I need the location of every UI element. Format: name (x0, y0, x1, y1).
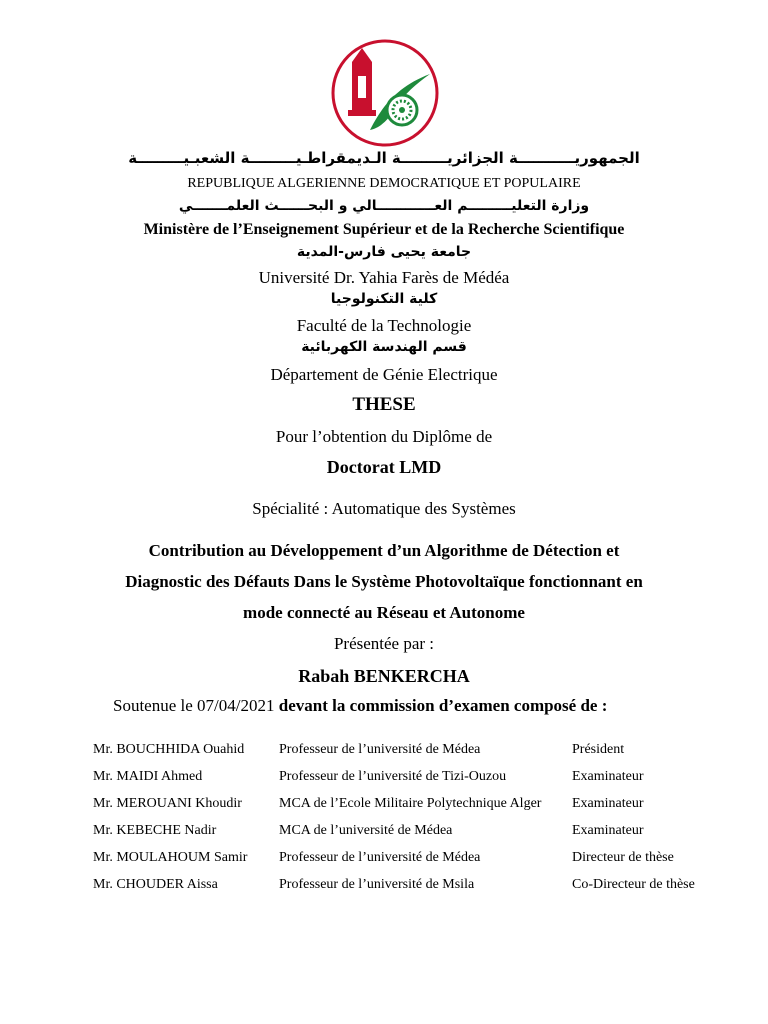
university-name: Université Dr. Yahia Farès de Médéa (258, 268, 510, 287)
member-role: Examinateur (572, 822, 644, 838)
committee-row (93, 736, 733, 763)
member-affiliation: MCA de l’Ecole Militaire Polytechnique Alger (279, 795, 542, 811)
speciality-line: Spécialité : Automatique des Systèmes (252, 499, 516, 518)
member-name: Mr. MEROUANI Khoudir (93, 795, 242, 811)
arabic-ministry-heading: وزارة التعليـــــــــم العــــــــــــالي و البحــــــث العلمـــــــي (178, 198, 590, 214)
arabic-republic-heading: الجمهوريـــــــــــة الجزائريـــــــــة الـديمقراطـيـــــــــة الشعبـيـــــــــة (128, 149, 640, 167)
committee-row (93, 871, 733, 898)
document-type: THESE (352, 394, 416, 415)
member-role: Président (572, 741, 625, 757)
author-name: Rabah BENKERCHA (298, 666, 470, 686)
thesis-title-line-1: Contribution au Développement d’un Algorithme de Détection et (148, 541, 620, 560)
member-name: Mr. KEBECHE Nadir (93, 822, 217, 838)
committee-row (93, 817, 733, 844)
defense-statement (113, 696, 607, 716)
member-affiliation: MCA de l’université de Médea (279, 822, 453, 838)
committee-row (93, 790, 733, 817)
member-role: Examinateur (572, 795, 644, 811)
member-name: Mr. MOULAHOUM Samir (93, 849, 248, 865)
member-role: Co-Directeur de thèse (572, 876, 695, 892)
arabic-faculty-name: كلية التكنولوجيا (330, 291, 438, 307)
arabic-department-name: قسم الهندسة الكهربائية (301, 339, 467, 355)
defense-colon: : (597, 696, 608, 715)
member-affiliation: Professeur de l’université de Médea (279, 849, 481, 865)
thesis-title-line-2: Diagnostic des Défauts Dans le Système Photovoltaïque fonctionnant en (125, 572, 643, 591)
thesis-title-line-3: mode connecté au Réseau et Autonome (243, 603, 525, 622)
university-logo (330, 38, 440, 148)
member-name: Mr. MAIDI Ahmed (93, 768, 203, 784)
faculty-name: Faculté de la Technologie (296, 316, 472, 335)
degree-name: Doctorat LMD (326, 457, 442, 477)
ministry-heading: Ministère de l’Enseignement Supérieur et de la Recherche Scientifique (143, 221, 625, 238)
purpose-line: Pour l’obtention du Diplôme de (275, 427, 493, 446)
member-affiliation: Professeur de l’université de Médea (279, 741, 481, 757)
member-affiliation: Professeur de l’université de Msila (279, 876, 475, 892)
committee-row (93, 763, 733, 790)
republic-heading: REPUBLIQUE ALGERIENNE DEMOCRATIQUE ET POPULAIRE (187, 176, 581, 191)
defense-date-text: Soutenue le 07/04/2021 (113, 696, 279, 715)
member-name: Mr. CHOUDER Aissa (93, 876, 218, 892)
committee-row (93, 844, 733, 871)
arabic-university-name: جامعة يحيى فارس-المدية (296, 244, 472, 260)
member-affiliation: Professeur de l’université de Tizi-Ouzou (279, 768, 507, 784)
defense-commission-text: devant la commission d’examen composé de (278, 696, 598, 715)
member-role: Directeur de thèse (572, 849, 674, 865)
member-name: Mr. BOUCHHIDA Ouahid (93, 741, 245, 757)
committee-table (93, 736, 733, 898)
department-name: Département de Génie Electrique (270, 365, 498, 384)
presented-by-label: Présentée par : (333, 634, 435, 653)
member-role: Examinateur (572, 768, 644, 784)
